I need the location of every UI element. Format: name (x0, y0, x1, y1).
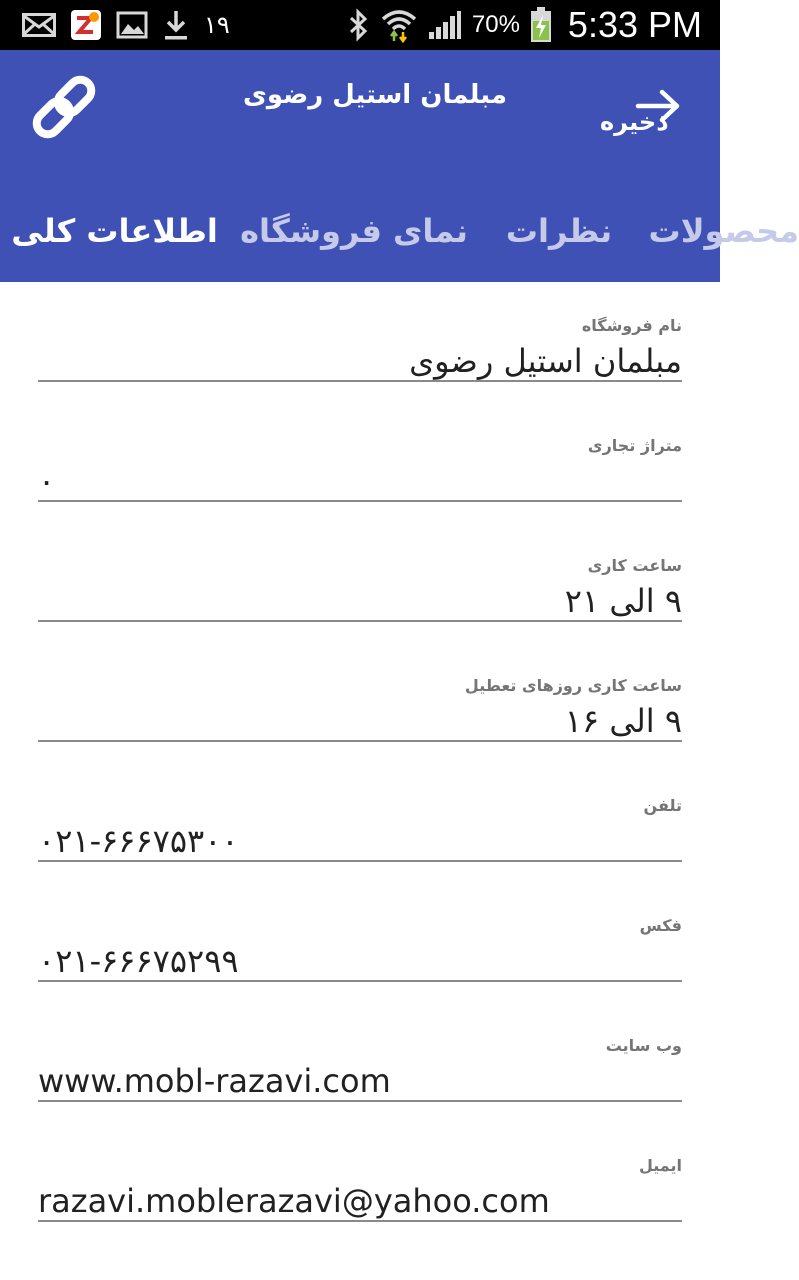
download-icon (162, 9, 190, 41)
area-input[interactable]: ۰ (38, 462, 56, 500)
field-label: فکس (639, 916, 682, 935)
area-field[interactable] (38, 436, 682, 556)
status-bar (0, 0, 720, 50)
field-label: نام فروشگاه (581, 316, 682, 335)
working-hours-field[interactable] (38, 556, 682, 676)
field-label: ساعت کاری (587, 556, 682, 575)
field-underline (38, 1220, 682, 1222)
email-field[interactable] (38, 1156, 682, 1276)
field-underline (38, 380, 682, 382)
mail-icon (22, 13, 56, 37)
tab-store-view[interactable] (229, 180, 479, 282)
link-button[interactable] (26, 72, 102, 142)
tab-label: نظرات (505, 212, 613, 250)
battery-charging-icon (530, 7, 552, 43)
save-label: ذخیره (600, 108, 669, 136)
email-input[interactable]: razavi.moblerazavi@yahoo.com (38, 1182, 550, 1220)
save-button[interactable] (596, 86, 696, 146)
app-notification-icon (70, 9, 102, 41)
phone-field[interactable] (38, 796, 682, 916)
signal-icon (428, 10, 462, 40)
fax-field[interactable] (38, 916, 682, 1036)
holiday-hours-input[interactable]: ۹ الی ۱۶ (564, 702, 682, 740)
tab-general-info[interactable] (0, 180, 229, 282)
store-name-field[interactable] (38, 316, 682, 436)
status-time: 5:33 PM (567, 4, 702, 45)
field-label: تلفن (643, 796, 682, 815)
field-label: وب سایت (605, 1036, 682, 1055)
app-bar (0, 50, 799, 282)
notification-count: ۱۹ (204, 11, 230, 39)
field-underline (38, 620, 682, 622)
field-underline (38, 740, 682, 742)
page-title: مبلمان استیل رضوی (243, 80, 507, 110)
link-icon (28, 72, 100, 142)
bluetooth-icon (348, 9, 370, 41)
holiday-hours-field[interactable] (38, 676, 682, 796)
tab-bar (0, 180, 799, 282)
working-hours-input[interactable]: ۹ الی ۲۱ (564, 582, 682, 620)
field-label: متراژ تجاری (587, 436, 682, 455)
tab-comments[interactable] (479, 180, 639, 282)
field-underline (38, 500, 682, 502)
gallery-icon (116, 11, 148, 39)
phone-input[interactable]: ۰۲۱-۶۶۶۷۵۳۰۰ (38, 822, 239, 860)
tab-products[interactable] (639, 180, 799, 282)
field-underline (38, 860, 682, 862)
field-underline (38, 1100, 682, 1102)
status-bar-notifications (22, 0, 230, 50)
store-name-input[interactable]: مبلمان استیل رضوی (409, 342, 682, 380)
status-bar-system (348, 0, 702, 50)
tab-label: نمای فروشگاه (240, 212, 468, 250)
field-underline (38, 980, 682, 982)
field-label: ساعت کاری روزهای تعطیل (464, 676, 682, 695)
field-label: ایمیل (638, 1156, 682, 1175)
website-input[interactable]: www.mobl-razavi.com (38, 1062, 391, 1100)
wifi-icon (380, 7, 418, 43)
tab-label: اطلاعات کلی (11, 212, 218, 250)
website-field[interactable] (38, 1036, 682, 1156)
battery-percent: 70% (471, 11, 520, 38)
fax-input[interactable]: ۰۲۱-۶۶۶۷۵۲۹۹ (38, 942, 239, 980)
tab-label: محصولات (648, 212, 799, 250)
